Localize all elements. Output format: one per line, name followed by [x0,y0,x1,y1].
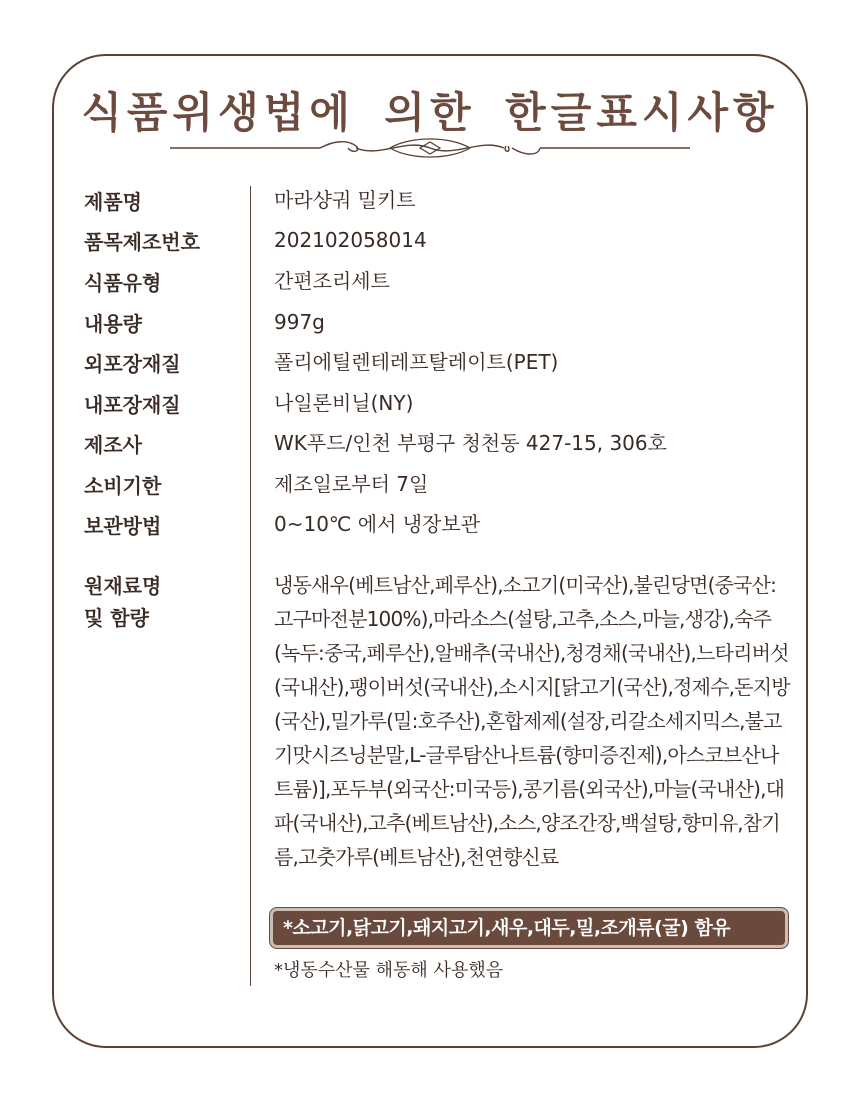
value-food-type: 간편조리세트 [274,269,390,293]
label-product-name: 제품명 [84,190,142,214]
label-net-weight: 내용량 [84,312,142,336]
label-food-type: 식품유형 [84,271,162,295]
label-card [52,54,808,1048]
footnote: *냉동수산물 해동해 사용했음 [274,960,504,981]
label-report-number: 품목제조번호 [84,230,200,254]
label-ingredients-content: 및 함량 [84,606,149,630]
value-expiry: 제조일로부터 7일 [274,472,429,496]
value-storage: 0~10℃ 에서 냉장보관 [274,512,481,536]
label-inner-packaging: 내포장재질 [84,393,181,417]
column-divider [250,186,251,986]
value-outer-packaging: 폴리에틸렌테레프탈레이트(PET) [274,350,559,374]
label-manufacturer: 제조사 [84,433,142,457]
flourish-divider-icon [170,136,690,160]
label-expiry: 소비기한 [84,474,162,498]
allergen-notice-badge: *소고기,닭고기,돼지고기,새우,대두,밀,조개류(굴) 함유 [270,908,788,948]
value-inner-packaging: 나일론비닐(NY) [274,391,414,415]
page-title: 식품위생법에 의한 한글표시사항 [81,88,779,137]
ingredients-text: 냉동새우(베트남산,페루산),소고기(미국산),불린당면(중국산:고구마전분100%),마라소스(설탕,고추,소스,마늘,생강),숙주(녹두:중국,페루산),알배추(국내산),청경채(국내산),느타리버섯(국내산),팽이버섯(국내산),소시지[닭고기(국산),정제수,돈지방(국산),밀가루(밀:호주산),혼합제제(설장,리갈소세지믹스,불고기맛시즈닝분말,L-글루탐산나트륨(향미증진제),아스코브산나트륨)],포두부(외국산:미국등),콩기름(외국산),마늘(국내산),대파(국내산),고추(베트남산),소스,양조간장,백설탕,향미유,참기름,고춧가루(베트남산),천연향신료 [274,573,790,869]
value-manufacturer: WK푸드/인천 부평구 청천동 427-15, 306호 [274,431,667,455]
value-product-name: 마라샹궈 밀키트 [274,188,416,212]
label-storage: 보관방법 [84,514,162,538]
value-net-weight: 997g [274,310,325,334]
value-report-number: 202102058014 [274,228,427,252]
label-ingredients: 원재료명 [84,574,162,598]
label-outer-packaging: 외포장재질 [84,352,181,376]
